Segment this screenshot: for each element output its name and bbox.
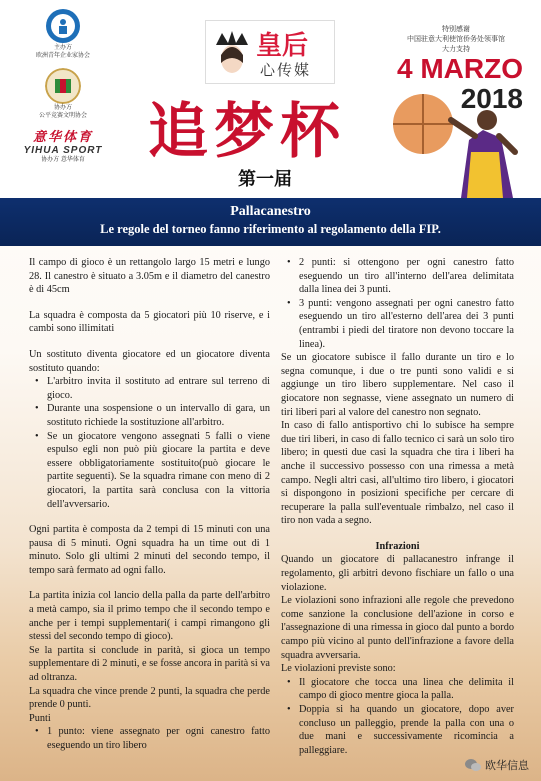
wechat-icon (465, 758, 481, 772)
bullet-list (281, 256, 514, 351)
section-title: Pallacanestro (230, 204, 311, 219)
paragraph: Quando un giocatore di pallacanestro infrange il regolamento, gli arbitri devono fischiare un fallo o una violazione. (281, 554, 514, 593)
support-line-2: 中国驻意大利使馆侨务处领事馆 (407, 35, 505, 43)
event-edition: 第一届 (238, 169, 292, 190)
list-item: • 2 punti: si ottengono per ogni canestro fatto eseguendo un tiro all'interno dell'area delimitata dalla linea dei 3 punti. (281, 256, 514, 297)
list-item: • Se un giocatore vengono assegnati 5 falli o viene espulso egli non può più giocare la partita e deve essere obbligatoriamente sostituito(può giocare le partite seguenti). Se la squadra rimane con meno di 2 giocatori, la partita sarà conclusa con la vittoria dell'avversario. (29, 430, 270, 512)
sponsor-logos (18, 8, 108, 164)
queen-media-main: 皇后 (256, 31, 309, 61)
event-date (397, 54, 523, 114)
paragraph: Le violazioni previste sono: (281, 663, 396, 675)
section-banner (0, 198, 541, 246)
paragraph: La squadra che vince prende 2 punti, la squadra che perde prende 0 punti. (29, 685, 270, 711)
support-line-3: 大力支持 (442, 45, 470, 53)
poster-header (0, 0, 541, 198)
paragraph: Le violazioni sono infrazioni alle regole che prevedono come sanzione la conclusione dell'azione in corso e l'assegnazione di una rimessa in gioco dal punto a bordo campo più vicino al punto dell'infrazione a favore della squadra avversaria. (281, 595, 514, 661)
list-item: • 3 punti: vengono assegnati per ogni canestro fatto eseguendo un tiro all'esterno dell'area dei 3 punti (entrambi i piedi del tiratore non devono toccare la linea). (281, 297, 514, 351)
list-item: • Il giocatore che tocca una linea che delimita il campo di gioco mentre gioca la palla. (281, 676, 514, 703)
list-item: • Durante una sospensione o un intervallo di gara, un sostituto richiede la sostituzione all'arbitro. (29, 402, 270, 429)
wechat-watermark (465, 757, 529, 773)
section-heading: Infrazioni (375, 540, 420, 552)
list-item: • L'arbitro invita il sostituto ad entrare sul terreno di gioco. (29, 375, 270, 402)
paragraph: Il campo di gioco è un rettangolo largo 15 metri e lungo 28. Il canestro è situato a 3.05m e il diametro del canestro è di 45cm (29, 257, 270, 296)
paragraph: Se la partita si conclude in parità, si gioca un tempo supplementare di 2 minuti, e se fosse ancora in parità si va ad oltranza. (29, 644, 270, 684)
rules-column-right (281, 256, 514, 757)
queen-media-logo (205, 20, 335, 84)
bullet-list (281, 676, 514, 758)
yihua-logo-chinese: 意华体育 (32, 129, 93, 144)
queen-media-sub: 心传媒 (260, 61, 312, 79)
rules-column-left (29, 256, 270, 753)
watermark-text: 欧华信息 (485, 759, 529, 772)
paragraph: La squadra è composta da 5 giocatori più 10 riserve, e i cambi sono illimitati (29, 309, 270, 335)
section-subtitle: Le regole del torneo fanno riferimento al regolamento della FIP. (100, 222, 441, 236)
bullet-list (29, 725, 270, 752)
bullet-list (29, 375, 270, 511)
paragraph: In caso di fallo antisportivo chi lo subisce ha sempre due tiri liberi, in caso di fallo tecnico ci sarà un solo tiro libero; in questi due casi la squadra che tira i liberi ha anche il successivo possesso con una rimessa a metà campo. Negli altri casi, all'ultimo tiro libero, i giocatori si dispongono in posizioni specifiche per cercare di recuperare la palla sull'eventuale rimbalzo, nel caso il tiro non vada a segno. (281, 420, 514, 527)
paragraph: La partita inizia col lancio della palla da parte dell'arbitro a metà campo, sia il primo tempo che il secondo tempo e anche per i tempi supplementari( i campi rimangono gli stessi del secondo tempo di gioco). (29, 590, 270, 643)
coorganizer-name: 公平竞赛文明协会 (38, 113, 87, 119)
coorganizer3-label: 协办方 意华体育 (41, 157, 85, 163)
paragraph: Se un giocatore subisce il fallo durante un tiro e lo segna comunque, i due o tre punti sono validi e si aggiunge un tiro libero supplementare. Nel caso il giocatore non segnasse, viene assegnato un numero di tiri liberi pari al valore del canestro non segnato. (281, 352, 514, 418)
fairplay-logo-icon (45, 68, 81, 104)
yihua-logo-latin: YIHUA SPORT (23, 145, 103, 156)
list-item: • 1 punto: viene assegnato per ogni canestro fatto eseguendo un tiro libero (29, 725, 270, 752)
event-date-day: 4 MARZO (397, 53, 523, 84)
coorganizer-label: 协办方 (53, 105, 72, 111)
paragraph: Punti (29, 712, 51, 724)
list-item: • Doppia si ha quando un giocatore, dopo aver concluso un palleggio, prende la palla con una o due mani e successivamente ricomincia a palleggiare. (281, 703, 514, 757)
association-logo-icon (45, 8, 81, 44)
crown-icon (212, 29, 252, 75)
organizer-label: 主办方 (53, 45, 72, 51)
organizer-name: 欧洲青年企业家协会 (35, 53, 90, 59)
paragraph: Un sostituto diventa giocatore ed un giocatore diventa sostituto quando: (29, 348, 270, 374)
support-line-1: 特别感谢 (442, 25, 470, 33)
special-thanks (391, 24, 521, 54)
event-title: 追梦杯 (148, 97, 346, 167)
event-date-year: 2018 (460, 83, 523, 114)
paragraph: Ogni partita è composta da 2 tempi di 15 minuti con una pausa di 5 minuti. Ogni squadra ha un time out di 1 minuto. Solo gli ultimi 2 minuti del secondo tempo, il tempo sarà fermato ad ogni fallo. (29, 524, 270, 576)
